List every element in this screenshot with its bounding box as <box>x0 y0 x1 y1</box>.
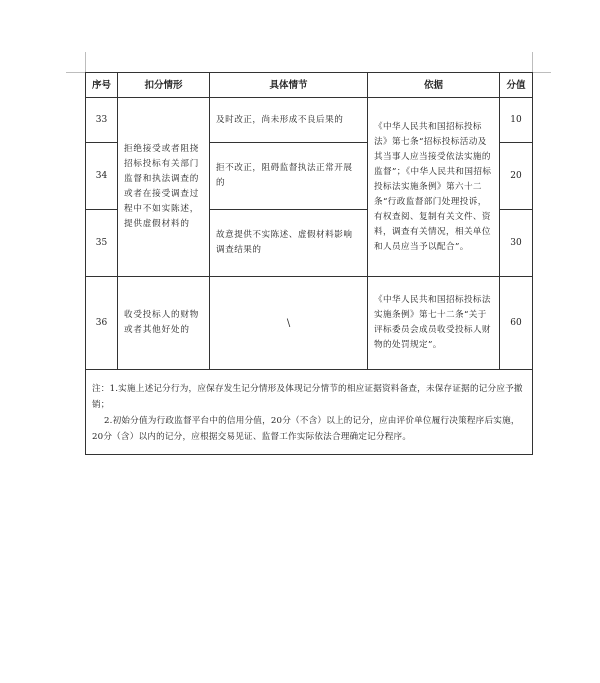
crop-mark-top-right <box>532 52 533 72</box>
row-number: 36 <box>86 277 118 370</box>
table-row <box>86 277 533 370</box>
crop-mark-top-left <box>85 52 86 72</box>
crop-mark-right <box>532 72 551 73</box>
notes-cell <box>86 370 533 455</box>
row-number: 33 <box>86 98 118 143</box>
notes-row <box>86 370 533 455</box>
header-points: 分值 <box>500 73 533 98</box>
scoring-table <box>85 72 533 455</box>
header-details: 具体情节 <box>210 73 368 98</box>
details-cell: \ <box>210 277 368 370</box>
points-cell: 30 <box>500 210 533 277</box>
merged-situation-cell: 拒绝接受或者阻挠招标投标有关部门监督和执法调查的或者在接受调查过程中不如实陈述，提供虚假材料的 <box>118 98 210 277</box>
points-cell: 60 <box>500 277 533 370</box>
row-number: 34 <box>86 143 118 210</box>
crop-mark-left <box>66 72 85 73</box>
details-cell: 故意提供不实陈述、虚假材料影响调查结果的 <box>210 210 368 277</box>
header-row <box>86 73 533 98</box>
table-row <box>86 98 533 143</box>
merged-basis-cell: 《中华人民共和国招标投标法》第七条“招标投标活动及其当事人应当接受依法实施的监督”；《中华人民共和国招标投标法实施条例》第六十二条“行政监督部门处理投诉，有权查阅、复制有关文件、资料，调查有关情况，相关单位和人员应当予以配合”。 <box>368 98 500 277</box>
details-cell: 及时改正，尚未形成不良后果的 <box>210 98 368 143</box>
note-line-1: 注：1.实施上述记分行为，应保存发生记分情形及体现记分情节的相应证据资料备查，未保存证据的记分应予撤销； <box>92 384 523 410</box>
header-basis: 依据 <box>368 73 500 98</box>
row-number: 35 <box>86 210 118 277</box>
points-cell: 10 <box>500 98 533 143</box>
situation-cell: 收受投标人的财物或者其他好处的 <box>118 277 210 370</box>
points-cell: 20 <box>500 143 533 210</box>
header-situation: 扣分情形 <box>118 73 210 98</box>
header-no: 序号 <box>86 73 118 98</box>
note-line-2: 2.初始分值为行政监督平台中的信用分值，20分（不含）以上的记分，应由评价单位履行决策程序后实施，20分（含）以内的记分，应根据交易见证、监督工作实际依法合理确定记分程序。 <box>92 416 520 442</box>
basis-cell: 《中华人民共和国招标投标法实施条例》第七十二条“关于评标委员会成员收受投标人财物的处罚规定”。 <box>368 277 500 370</box>
details-cell: 拒不改正，阻碍监督执法正常开展的 <box>210 143 368 210</box>
